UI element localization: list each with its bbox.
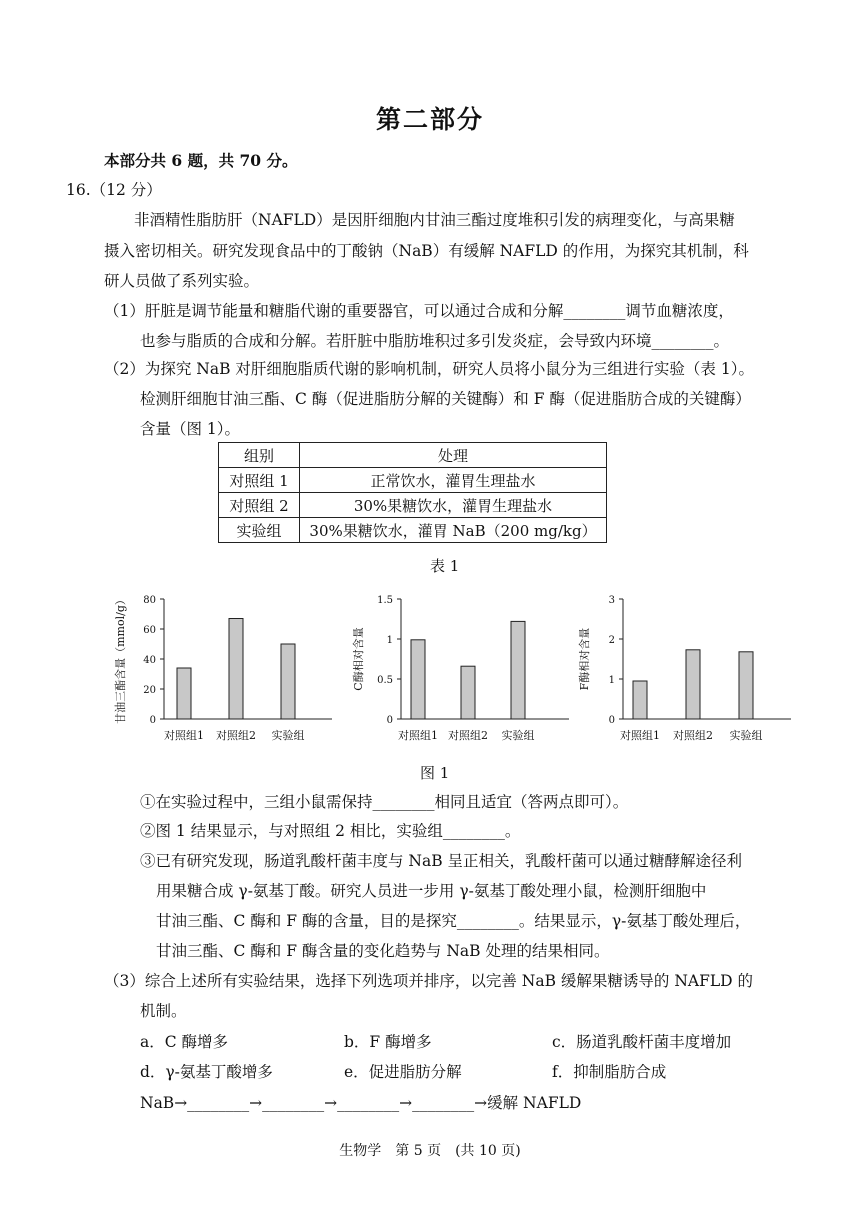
subquestion-1-line: （1）肝脏是调节能量和糖脂代谢的重要器官，可以通过合成和分解________调节血糖浓度，	[104, 302, 734, 320]
x-tick-label: 对照组2	[216, 729, 256, 742]
table-row	[219, 518, 607, 543]
table-cell: 实验组	[219, 518, 300, 543]
option-d: d．γ-氨基丁酸增多	[140, 1063, 273, 1081]
question-paragraph-line: 摄入密切相关。研究发现食品中的丁酸钠（NaB）有缓解 NAFLD 的作用，为探究其机制，科	[104, 242, 749, 260]
y-axis-title: 甘油三酯含量（mmol/g）	[114, 594, 127, 724]
table-cell: 正常饮水，灌胃生理盐水	[300, 468, 607, 493]
table-row	[219, 493, 607, 518]
option-c: c．肠道乳酸杆菌丰度增加	[552, 1033, 732, 1051]
bar	[686, 650, 700, 719]
subquestion-2-item-3-line: 用果糖合成 γ-氨基丁酸。研究人员进一步用 γ-氨基丁酸处理小鼠，检测肝细胞中	[156, 882, 707, 900]
y-tick-label: 80	[143, 595, 156, 606]
x-tick-label: 对照组1	[164, 729, 204, 742]
y-tick-label: 0	[608, 715, 615, 726]
x-tick-label: 实验组	[271, 729, 305, 742]
option-b: b．F 酶增多	[344, 1033, 432, 1051]
section-intro: 本部分共 6 题，共 70 分。	[104, 151, 298, 170]
table-cell: 30%果糖饮水，灌胃 NaB（200 mg/kg）	[300, 518, 607, 543]
subquestion-2-item-3-line: 甘油三酯、C 酶和 F 酶的含量，目的是探究________。结果显示，γ-氨基丁酸处理后，	[156, 912, 751, 930]
subquestion-2-line: 检测肝细胞甘油三酯、C 酶（促进脂肪分解的关键酶）和 F 酶（促进脂肪合成的关键酶）	[140, 390, 751, 408]
bar	[177, 668, 191, 719]
y-tick-label: 1	[386, 635, 393, 646]
subquestion-3-line: （3）综合上述所有实验结果，选择下列选项并排序，以完善 NaB 缓解果糖诱导的 NAFLD 的	[104, 972, 753, 990]
subquestion-1-line: 也参与脂质的合成和分解。若肝脏中脂肪堆积过多引发炎症，会导致内环境________。	[140, 332, 730, 350]
y-tick-label: 60	[143, 625, 156, 636]
y-tick-label: 40	[143, 655, 156, 666]
table-header-cell: 组别	[219, 443, 300, 468]
bar	[511, 621, 525, 719]
table-header-row	[219, 443, 607, 468]
x-tick-label: 对照组1	[620, 729, 660, 742]
figure-1-charts	[0, 585, 860, 760]
y-tick-label: 3	[608, 595, 615, 606]
mechanism-chain: NaB→________→________→________→________→缓解 NAFLD	[140, 1094, 582, 1112]
page-footer: 生物学 第 5 页 (共 10 页)	[339, 1143, 521, 1159]
option-a: a．C 酶增多	[140, 1033, 229, 1051]
question-paragraph-line: 非酒精性脂肪肝（NAFLD）是因肝细胞内甘油三酯过度堆积引发的病理变化，与高果糖	[134, 211, 735, 229]
y-tick-label: 1	[608, 675, 615, 686]
y-tick-label: 0	[386, 715, 393, 726]
subquestion-2-item-3-line: 甘油三酯、C 酶和 F 酶含量的变化趋势与 NaB 处理的结果相同。	[156, 942, 610, 960]
bar	[281, 644, 295, 719]
y-axis-title: F酶相对含量	[578, 627, 591, 691]
y-tick-label: 0	[149, 715, 156, 726]
bar	[229, 619, 243, 720]
x-tick-label: 对照组2	[673, 729, 713, 742]
y-tick-label: 0.5	[377, 675, 393, 686]
subquestion-2-item-2: ②图 1 结果显示，与对照组 2 相比，实验组________。	[140, 822, 521, 840]
y-tick-label: 20	[143, 685, 156, 696]
x-tick-label: 实验组	[501, 729, 535, 742]
y-axis-title: C酶相对含量	[352, 627, 365, 691]
x-tick-label: 对照组1	[398, 729, 438, 742]
table-header-cell: 处理	[300, 443, 607, 468]
treatment-table	[218, 442, 607, 543]
table-cell: 对照组 2	[219, 493, 300, 518]
table-caption: 表 1	[430, 557, 460, 575]
x-tick-label: 实验组	[729, 729, 763, 742]
question-number: 16.（12 分）	[66, 181, 162, 199]
x-tick-label: 对照组2	[448, 729, 488, 742]
table-cell: 30%果糖饮水，灌胃生理盐水	[300, 493, 607, 518]
y-tick-label: 2	[608, 635, 615, 646]
table-cell: 对照组 1	[219, 468, 300, 493]
bar	[633, 681, 647, 719]
subquestion-2-item-3-line: ③已有研究发现，肠道乳酸杆菌丰度与 NaB 呈正相关，乳酸杆菌可以通过糖酵解途径利	[140, 852, 743, 870]
subquestion-2-item-1: ①在实验过程中，三组小鼠需保持________相同且适宜（答两点即可）。	[140, 793, 629, 811]
option-e: e．促进脂肪分解	[344, 1063, 462, 1081]
option-f: f．抑制脂肪合成	[552, 1063, 667, 1081]
y-tick-label: 1.5	[377, 595, 393, 606]
section-heading: 第二部分	[375, 105, 484, 134]
bar	[461, 666, 475, 719]
figure-caption: 图 1	[420, 764, 450, 782]
question-paragraph-line: 研人员做了系列实验。	[104, 272, 260, 290]
table-row	[219, 468, 607, 493]
subquestion-2-line: （2）为探究 NaB 对肝细胞脂质代谢的影响机制，研究人员将小鼠分为三组进行实验（表 1）。	[104, 360, 754, 378]
subquestion-3-line: 机制。	[140, 1002, 187, 1020]
bar	[739, 652, 753, 719]
subquestion-2-line: 含量（图 1）。	[140, 420, 241, 438]
bar	[411, 640, 425, 719]
